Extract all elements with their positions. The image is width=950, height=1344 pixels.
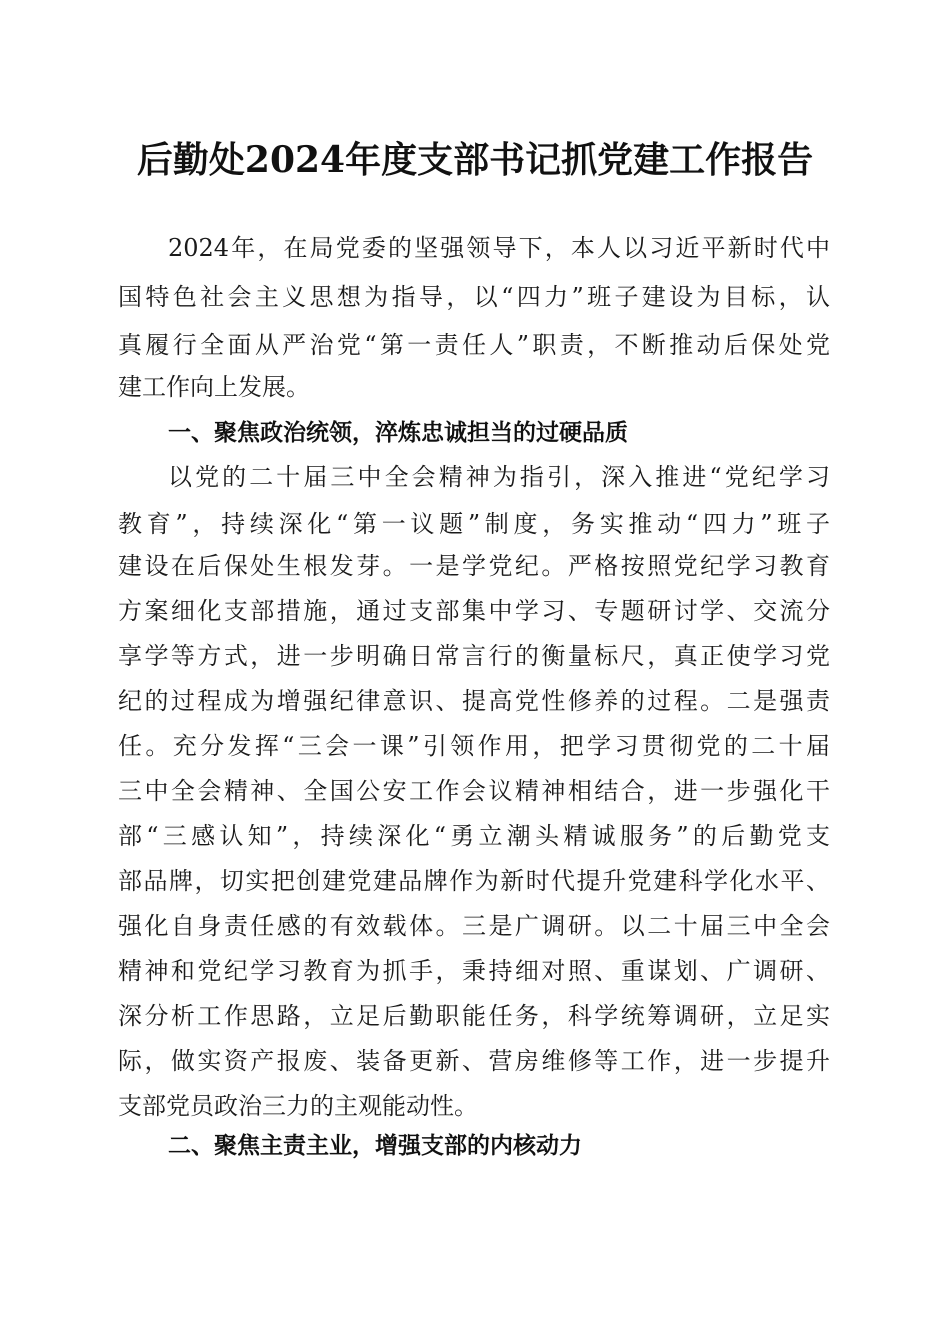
- paragraph-line: 教育”，持续深化“第一议题”制度，务实推动“四力”班子: [118, 510, 830, 538]
- paragraph-line: 2024年，在局党委的坚强领导下，本人以习近平新时代中: [168, 234, 830, 262]
- paragraph-line: 际，做实资产报废、装备更新、营房维修等工作，进一步提升: [118, 1047, 830, 1075]
- paragraph-line: 建工作向上发展。: [118, 373, 310, 401]
- paragraph-line: 深分析工作思路，立足后勤职能任务，科学统筹调研，立足实: [118, 1002, 830, 1030]
- paragraph-line: 真履行全面从严治党“第一责任人”职责，不断推动后保处党: [118, 331, 830, 359]
- document-title: 后勤处2024年度支部书记抓党建工作报告: [136, 139, 814, 181]
- section-heading: 一、聚焦政治统领，淬炼忠诚担当的过硬品质: [168, 420, 628, 446]
- paragraph-line: 方案细化支部措施，通过支部集中学习、专题研讨学、交流分: [118, 597, 830, 625]
- paragraph-line: 部品牌，切实把创建党建品牌作为新时代提升党建科学化水平、: [118, 867, 830, 895]
- paragraph-line: 强化自身责任感的有效载体。三是广调研。以二十届三中全会: [118, 912, 830, 940]
- paragraph-line: 三中全会精神、全国公安工作会议精神相结合，进一步强化干: [118, 777, 830, 805]
- paragraph-line: 国特色社会主义思想为指导，以“四力”班子建设为目标，认: [118, 283, 830, 311]
- paragraph-line: 支部党员政治三力的主观能动性。: [118, 1092, 478, 1120]
- paragraph-line: 以党的二十届三中全会精神为指引，深入推进“党纪学习: [168, 463, 830, 491]
- paragraph-line: 建设在后保处生根发芽。一是学党纪。严格按照党纪学习教育: [118, 552, 830, 580]
- paragraph-line: 精神和党纪学习教育为抓手，秉持细对照、重谋划、广调研、: [118, 957, 830, 985]
- section-heading: 二、聚焦主责主业，增强支部的内核动力: [168, 1133, 582, 1159]
- paragraph-line: 享学等方式，进一步明确日常言行的衡量标尺，真正使学习党: [118, 642, 830, 670]
- paragraph-line: 部“三感认知”，持续深化“勇立潮头精诚服务”的后勤党支: [118, 822, 830, 850]
- paragraph-line: 任。充分发挥“三会一课”引领作用，把学习贯彻党的二十届: [118, 732, 830, 760]
- paragraph-line: 纪的过程成为增强纪律意识、提高党性修养的过程。二是强责: [118, 687, 830, 715]
